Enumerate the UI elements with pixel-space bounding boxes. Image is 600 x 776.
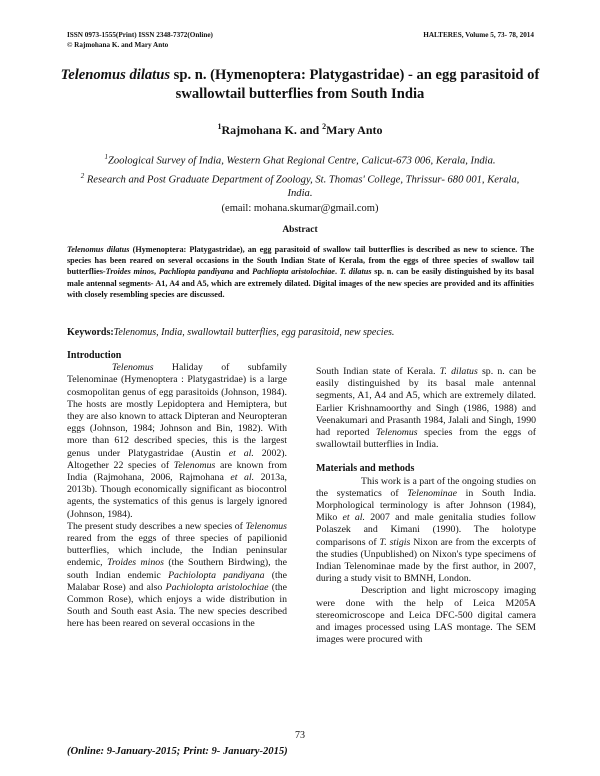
methods-p1-text-3: 2007 and male genitalia studies follow Polaszek and Kimani (1990). The holotype comparisons of: [316, 512, 537, 548]
methods-p1-text-4: Nixon are from the excerpts of the studies (Unpublished) on Nixon's type specimens of Indian Telenominae made by the first author, in 2007, during a study visit to BMNH, London.: [316, 536, 536, 585]
publication-dates-footer: (Online: 9-January-2015; Print: 9- January-2015): [67, 746, 288, 757]
methods-paragraph-2: Description and light microscopy imaging were done with the help of Leica M205A stereomicroscope and Leica DFC-500 digital camera and images processed using LAS montage. The SEM images were procured with: [316, 585, 536, 646]
affiliation-2-text: Research and Post Graduate Department of Zoology, St. Thomas' College, Thrissur- 680 001, Kerala, India.: [84, 174, 520, 200]
abstract-species: Telenomus dilatus: [67, 245, 130, 254]
abstract-sep-1: ,: [154, 267, 159, 277]
intro-p2-host-1: Troides minos: [107, 557, 164, 569]
right-p1-text-2: sp. n. can be easily distinguished by its basal male antennal segments, A1, A4 and A5, which are extremely dilated. Earlier Krishnamoorthy and Singh (1986, 1988) and Veenakumari and Prasanth 1984, Jalali and Singh, 1990 had reported: [316, 366, 537, 439]
intro-p1-genus-2: Telenomus: [173, 459, 216, 471]
paper-title: [60, 66, 540, 104]
title-species-name: Telenomus dilatus: [60, 67, 171, 83]
abstract-sep-3: .: [334, 267, 340, 277]
issn-line: ISSN 0973-1555(Print) ISSN 2348-7372(Online): [67, 31, 213, 39]
intro-p2-host-3: Pachiolopta aristolochiae: [165, 581, 269, 593]
intro-paragraph-2: [67, 521, 287, 631]
copyright-line: © Rajmohana K. and Mary Anto: [67, 41, 169, 49]
intro-p1-text-2: 2002). Altogether 22 species of: [67, 447, 287, 471]
abstract-text: [67, 244, 534, 300]
intro-p2-text-2: reared from the eggs of three species of papilionid butterflies, which include, the Indian peninsular endemic,: [67, 533, 287, 569]
affiliation-1-sup: 1: [104, 153, 108, 161]
right-p1-text-3: species from the eggs of swallowtail butterflies in India.: [316, 427, 537, 451]
affiliation-1: [60, 150, 540, 169]
right-column: [316, 366, 536, 646]
methods-p1-text-1: This work is a part of the ongoing studies on the systematics of: [316, 475, 536, 499]
abstract-body-2: sp. n. can be easily distinguished by its basal male antennal segments- A1, A4 and A5, which are extremely dilated. Digital images of the new species are provided and its affinities with closely resembling species are discussed.: [67, 267, 535, 299]
materials-methods-heading: Materials and methods: [316, 463, 415, 475]
methods-p1-species: T. stigis: [379, 536, 411, 548]
affiliation-2: [60, 169, 540, 202]
left-column: [67, 350, 287, 631]
affiliation-2-sup: 2: [80, 171, 85, 180]
author2: Mary Anto: [326, 123, 383, 137]
intro-p2-genus: Telenomus: [245, 520, 287, 532]
methods-p1-etal: et al.: [342, 512, 365, 524]
methods-paragraph-1: [316, 476, 536, 586]
intro-p2-text-5: (the Common Rose), which enjoys a wide distribution in South and South east Asia. The new species described here has been reared on several occasions in the: [67, 581, 288, 630]
keywords-text: Telenomus, India, swallowtail butterflies, egg parasitoid, new species.: [113, 327, 395, 338]
journal-volume-header: HALTERES, Volume 5, 73- 78, 2014: [423, 31, 534, 39]
affiliation-1-text: Zoological Survey of India, Western Ghat Regional Centre, Calicut-673 006, Kerala, India.: [107, 155, 496, 167]
right-paragraph-1: [316, 366, 536, 451]
author-line: [60, 122, 540, 138]
keywords: [67, 327, 534, 338]
abstract-sep-2: and: [233, 267, 253, 277]
methods-p1-subfamily: Telenominae: [407, 487, 457, 499]
intro-p1-genus: Telenomus: [112, 362, 154, 374]
intro-p2-text-4: (the Malabar Rose) and also: [67, 569, 287, 593]
intro-p1-etal-1: et al.: [228, 447, 254, 459]
intro-p2-host-2: Pachiolopta pandiyana: [168, 569, 265, 581]
abstract-host-1: Troides minos: [105, 267, 155, 277]
introduction-heading: Introduction: [67, 350, 122, 361]
intro-p1-text-4: 2013a, 2013b). Though economically significant as biocontrol agents, the systematics of this genus is largely ignored (Johnson, 1984).: [67, 472, 287, 520]
page-number: 73: [295, 730, 305, 741]
intro-paragraph-1: [67, 362, 287, 521]
abstract-body-1: (Hymenoptera: Platygastridae), an egg parasitoid of swallow tail butterflies is described as new to science. The species has been reared on several occasions in the South Indian State of Kerala, from the eggs of three species of swallow tail butterflies-: [67, 245, 534, 277]
keywords-label: Keywords:: [67, 327, 114, 338]
abstract-heading: Abstract: [282, 225, 318, 235]
contact-email: (email: mohana.skumar@gmail.com): [221, 203, 379, 214]
intro-p2-text-1: The present study describes a new species of: [67, 520, 246, 532]
methods-p1-text-2: in South India. Morphological terminology is after Johnson (1984), Miko: [316, 487, 536, 524]
right-p1-text-1: South Indian state of Kerala.: [316, 366, 440, 377]
author2-sup: 2: [322, 122, 327, 131]
author1-sup: 1: [217, 122, 222, 131]
abstract-host-3: Pachliopta aristolochiae: [252, 267, 335, 277]
section-gap: [316, 451, 536, 463]
right-p1-genus: Telenomus: [376, 427, 418, 439]
journal-issn-header: [67, 30, 213, 50]
title-rest: sp. n. (Hymenoptera: Platygastridae) - an egg parasitoid of swallowtail butterflies from South India: [170, 67, 540, 102]
abstract-host-2: Pachliopta pandiyana: [158, 267, 234, 277]
intro-p1-text-3: are known from India (Rajmohana, 2006, Rajmohana: [67, 459, 287, 484]
intro-p1-etal-2: et al.: [230, 472, 255, 484]
affiliations: [60, 150, 540, 201]
abstract-species-short: T. dilatus: [339, 267, 372, 277]
author1: Rajmohana K. and: [221, 123, 323, 137]
right-p1-species: T. dilatus: [439, 366, 478, 377]
intro-p1-text-1: Haliday of subfamily Telenominae (Hymenoptera : Platygastridae) is a large cosmopolitan genus of egg parasitoids (Johnson, 1984). The hosts are mostly Lepidoptera and Hemiptera, but they are also known to attack Dipteran and Neuropteran eggs (Johnson, 1984; Johnson and Bin, 1982). With more than 612 described species, this is the largest genus under Platygastridae (Austin: [67, 362, 287, 459]
intro-p2-text-3: (the Southern Birdwing), the south Indian endemic: [67, 557, 287, 581]
